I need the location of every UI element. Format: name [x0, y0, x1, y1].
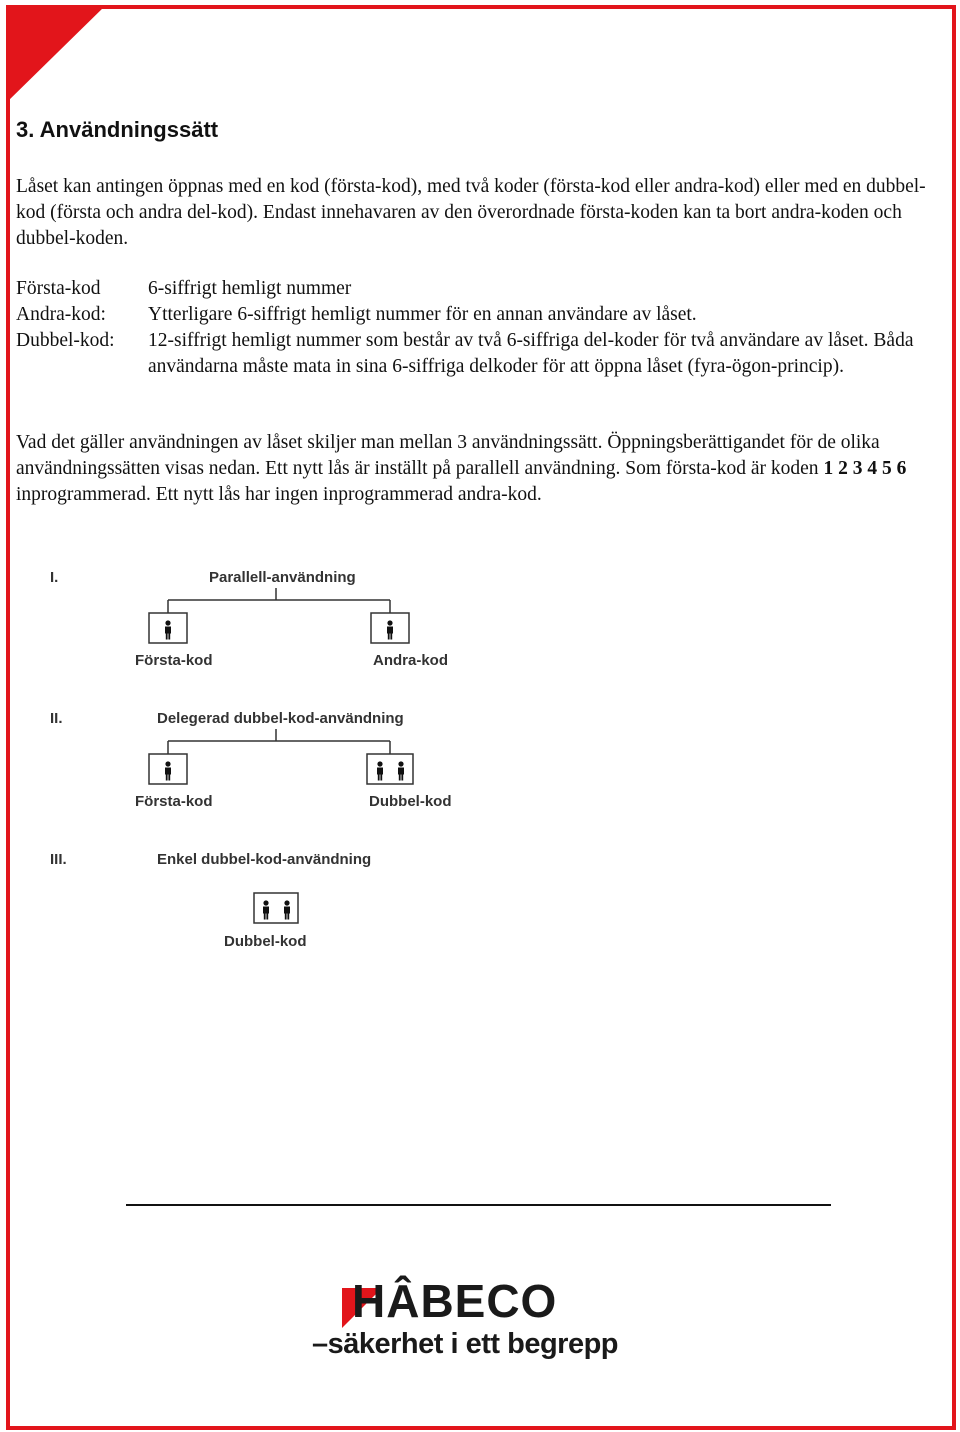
usage-text-after: inprogrammerad. Ett nytt lås har ingen inprogrammerad andra-kod.: [16, 484, 542, 505]
diagram-parallel-graphic: [149, 588, 409, 643]
logo-wordmark: HÂBECO: [352, 1275, 558, 1327]
definition-desc: 6-siffrigt hemligt nummer: [148, 278, 352, 299]
default-code: 1 2 3 4 5 6: [823, 458, 907, 479]
corner-triangle: [6, 5, 106, 103]
intro-paragraph: Låset kan antingen öppnas med en kod (första-kod), med två koder (första-kod eller andra-kod) eller med en dubbel-kod (första och andra del-kod). Endast innehavaren av den överordnade första-koden kan ta bort andra-koden och dubbel-koden.: [16, 176, 926, 249]
definition-desc: Ytterligare 6-siffrigt hemligt nummer för en annan användare av låset.: [148, 304, 697, 325]
definition-term: Andra-kod:: [16, 304, 106, 325]
definition-term: Dubbel-kod:: [16, 330, 115, 351]
diagram-3-title: Enkel dubbel-kod-användning: [157, 851, 372, 868]
usage-paragraph: [16, 430, 944, 508]
logo-tagline: –säkerhet i ett begrepp: [312, 1328, 618, 1360]
diagram-simple-double-graphic: [254, 893, 298, 923]
definition-row: [16, 328, 944, 380]
footer-divider: [126, 1204, 831, 1206]
diagram-1-numeral: I.: [50, 569, 59, 586]
usage-text-before: Vad det gäller användningen av låset skiljer man mellan 3 användningssätt. Öppningsberättigandet för de olika användningssätten visas nedan. Ett nytt lås är inställt på parallell användning. Som första-kod är koden: [16, 432, 880, 479]
definition-term: Första-kod: [16, 278, 101, 299]
diagram-1-left-label: Första-kod: [135, 652, 213, 669]
diagram-1-title: Parallell-användning: [209, 569, 356, 586]
diagram-delegated-graphic: [149, 729, 413, 784]
usage-diagrams: [0, 550, 960, 970]
habeco-logo: [312, 1272, 632, 1372]
definition-desc: 12-siffrigt hemligt nummer som består av två 6-siffriga del-koder för två användare av låset. Båda användarna måste mata in sina 6-siffriga delkoder för att öppna låset (fyra-ögon-princip).: [148, 330, 914, 377]
diagram-1-right-label: Andra-kod: [373, 652, 448, 669]
diagram-2-numeral: II.: [50, 710, 63, 727]
definition-row: [16, 276, 944, 302]
section-title: 3. Användningssätt: [16, 117, 219, 142]
diagram-2-right-label: Dubbel-kod: [369, 793, 452, 810]
definition-list: [16, 276, 944, 380]
diagram-2-title: Delegerad dubbel-kod-användning: [157, 710, 404, 727]
diagram-3-numeral: III.: [50, 851, 67, 868]
diagram-3-center-label: Dubbel-kod: [224, 933, 307, 950]
diagram-graphics: [0, 550, 960, 970]
definition-row: [16, 302, 944, 328]
diagram-2-left-label: Första-kod: [135, 793, 213, 810]
